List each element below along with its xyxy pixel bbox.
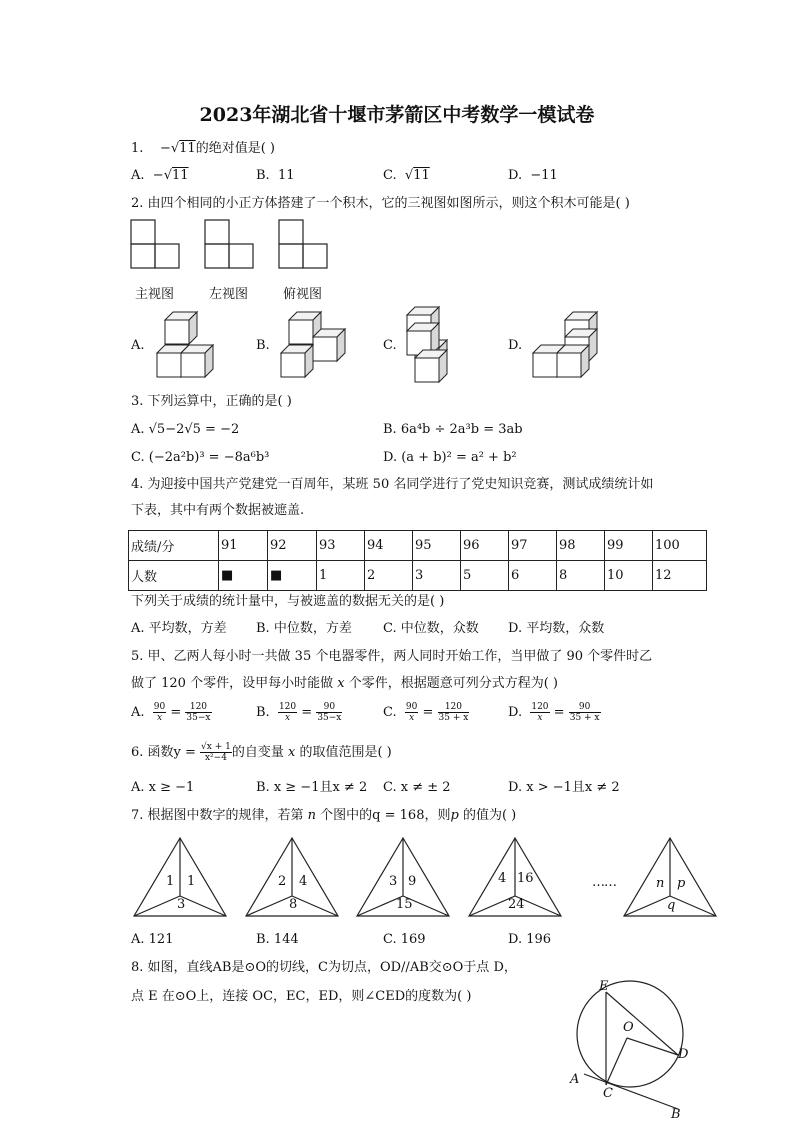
point-d-label: D bbox=[678, 1047, 689, 1062]
table-cell: 92 bbox=[268, 531, 317, 561]
table-cell: 94 bbox=[365, 531, 413, 561]
q6-option-c[interactable]: C. x ≠ ± 2 bbox=[383, 780, 451, 795]
point-a-label: A bbox=[570, 1072, 580, 1087]
table-cell: 6 bbox=[509, 561, 557, 591]
left-view-label: 左视图 bbox=[209, 287, 249, 302]
q1-option-d[interactable]: D. −11 bbox=[508, 168, 558, 183]
tri4-left-number: 4 bbox=[498, 871, 507, 886]
q8-stem-line2: 点 E 在⊙O上，连接 OC，EC，ED，则∠CED的度数为( ) bbox=[131, 989, 472, 1004]
table-cell: 8 bbox=[557, 561, 605, 591]
table-cell: 91 bbox=[219, 531, 268, 561]
q1-option-a[interactable]: A. −√11 bbox=[131, 168, 189, 183]
q5-option-a[interactable]: A. $\frac{90}{x}$ = $\frac{120}{35-x}$ bbox=[131, 702, 211, 723]
tri-n-right-label: p bbox=[677, 876, 686, 891]
q7-option-c[interactable]: C. 169 bbox=[383, 932, 426, 947]
tri1-right-number: 1 bbox=[187, 874, 196, 889]
q5-option-b[interactable]: B. $\frac{120}{x}$ = $\frac{90}{35-x}$ bbox=[256, 702, 342, 723]
table-cell: 2 bbox=[365, 561, 413, 591]
tri3-left-number: 3 bbox=[389, 874, 398, 889]
table-cell: 98 bbox=[557, 531, 605, 561]
tri2-bottom-number: 8 bbox=[289, 897, 298, 912]
q3-option-a[interactable]: A. √5−2√5 = −2 bbox=[131, 422, 240, 437]
q2-option-c[interactable]: C. bbox=[383, 338, 397, 353]
q1-stem: 1. −√11的绝对值是( ) bbox=[131, 141, 275, 156]
top-view-label: 俯视图 bbox=[283, 287, 323, 302]
table-cell: 93 bbox=[317, 531, 365, 561]
q2-option-a[interactable]: A. bbox=[131, 338, 145, 353]
tri3-right-number: 9 bbox=[408, 874, 417, 889]
q5-stem-line1: 5. 甲、乙两人每小时一共做 35 个电器零件，两人同时开始工作，当甲做了 90 个零件时乙 bbox=[131, 649, 653, 664]
q6-option-d[interactable]: D. x > −1且x ≠ 2 bbox=[508, 780, 620, 795]
table-cell-masked: ■ bbox=[219, 561, 268, 591]
table-cell: 1 bbox=[317, 561, 365, 591]
table-cell: 12 bbox=[653, 561, 707, 591]
q3-stem: 3. 下列运算中，正确的是( ) bbox=[131, 394, 292, 409]
tri4-bottom-number: 24 bbox=[508, 897, 525, 912]
table-cell: 5 bbox=[461, 561, 509, 591]
tri4-right-number: 16 bbox=[517, 871, 534, 886]
point-e-label: E bbox=[599, 979, 609, 994]
point-b-label: B bbox=[671, 1107, 681, 1122]
table-cell: 97 bbox=[509, 531, 557, 561]
tri-n-bottom-label: q bbox=[667, 898, 676, 913]
q1-option-c[interactable]: C. √11 bbox=[383, 168, 430, 183]
table-cell: 成绩/分 bbox=[129, 531, 219, 561]
q7-option-d[interactable]: D. 196 bbox=[508, 932, 552, 947]
q6-stem: 6. 函数y = $\frac{√x + 1}{\text{x²−4}}$ 的自变量 x 的取值范围是( ) bbox=[131, 742, 392, 763]
table-cell-masked: ■ bbox=[268, 561, 317, 591]
q7-option-b[interactable]: B. 144 bbox=[256, 932, 299, 947]
point-o-label: O bbox=[623, 1020, 634, 1035]
q6-option-a[interactable]: A. x ≥ −1 bbox=[131, 780, 195, 795]
tri1-left-number: 1 bbox=[166, 874, 175, 889]
table-cell: 100 bbox=[653, 531, 707, 561]
table-cell: 3 bbox=[413, 561, 461, 591]
q4-option-a[interactable]: A. 平均数，方差 bbox=[131, 621, 227, 636]
q8-stem-line1: 8. 如图，直线AB是⊙O的切线，C为切点，OD//AB交⊙O于点 D， bbox=[131, 960, 517, 975]
q6-option-b[interactable]: B. x ≥ −1且x ≠ 2 bbox=[256, 780, 368, 795]
tri2-left-number: 2 bbox=[278, 874, 287, 889]
point-c-label: C bbox=[603, 1086, 613, 1101]
tri1-bottom-number: 3 bbox=[177, 897, 186, 912]
q2-option-b[interactable]: B. bbox=[256, 338, 270, 353]
ellipsis: …… bbox=[592, 875, 616, 890]
front-view-label: 主视图 bbox=[135, 287, 175, 302]
q7-option-a[interactable]: A. 121 bbox=[131, 932, 174, 947]
q5-option-c[interactable]: C. $\frac{90}{x}$ = $\frac{120}{35 + x}$ bbox=[383, 702, 469, 723]
table-cell: 10 bbox=[605, 561, 653, 591]
q5-stem-line2: 做了 120 个零件，设甲每小时能做 x 个零件，根据题意可列分式方程为( ) bbox=[131, 676, 558, 691]
q4-option-c[interactable]: C. 中位数，众数 bbox=[383, 621, 479, 636]
q4-stem-line2: 下表，其中有两个数据被遮盖. bbox=[131, 503, 305, 518]
q3-option-d[interactable]: D. (a + b)² = a² + b² bbox=[383, 450, 517, 465]
q5-option-d[interactable]: D. $\frac{120}{x}$ = $\frac{90}{35 + x}$ bbox=[508, 702, 600, 723]
table-cell: 99 bbox=[605, 531, 653, 561]
tri2-right-number: 4 bbox=[299, 874, 308, 889]
q4-stem-line1: 4. 为迎接中国共产党建党一百周年，某班 50 名同学进行了党史知识竞赛，测试成绩统计如 bbox=[131, 477, 654, 492]
q3-option-b[interactable]: B. 6a⁴b ÷ 2a³b = 3ab bbox=[383, 422, 523, 437]
tri-n-left-label: n bbox=[656, 876, 665, 891]
q4-option-d[interactable]: D. 平均数，众数 bbox=[508, 621, 605, 636]
q3-option-c[interactable]: C. (−2a²b)³ = −8a⁶b³ bbox=[131, 450, 270, 465]
tri3-bottom-number: 15 bbox=[396, 897, 413, 912]
q4-option-b[interactable]: B. 中位数，方差 bbox=[256, 621, 352, 636]
q2-option-d[interactable]: D. bbox=[508, 338, 523, 353]
table-cell: 96 bbox=[461, 531, 509, 561]
page-title: 2023年湖北省十堰市茅箭区中考数学一模试卷 bbox=[199, 104, 595, 126]
q2-stem: 2. 由四个相同的小正方体搭建了一个积木，它的三视图如图所示，则这个积木可能是( ) bbox=[131, 196, 630, 211]
q1-option-b[interactable]: B. 11 bbox=[256, 168, 295, 183]
q7-stem: 7. 根据图中数字的规律，若第 n 个图中的q = 168，则p 的值为( ) bbox=[131, 808, 517, 823]
table-cell: 95 bbox=[413, 531, 461, 561]
q4-question: 下列关于成绩的统计量中，与被遮盖的数据无关的是( ) bbox=[131, 594, 445, 609]
table-cell: 人数 bbox=[129, 561, 219, 591]
